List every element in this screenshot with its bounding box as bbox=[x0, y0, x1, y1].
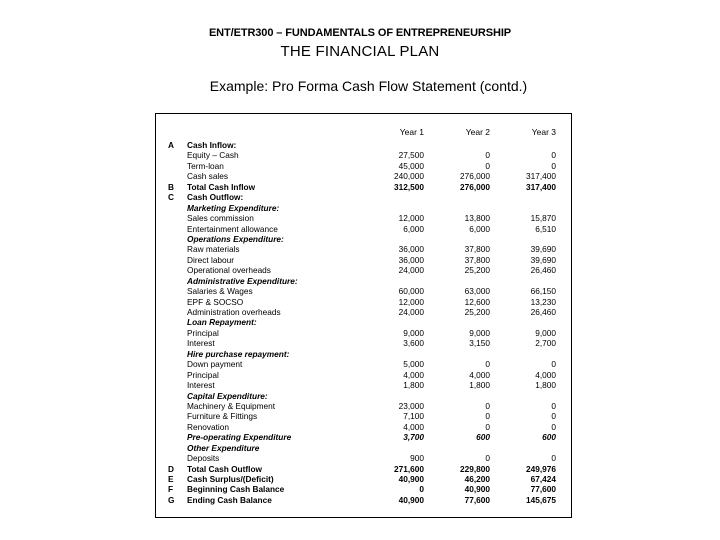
table-row bbox=[168, 484, 563, 494]
table-row bbox=[168, 474, 563, 484]
table-row bbox=[168, 328, 563, 338]
row-value-year-2: 9,000 bbox=[469, 327, 490, 338]
row-value-year-1: 24,000 bbox=[398, 265, 424, 276]
row-code: C bbox=[168, 192, 174, 203]
table-row bbox=[168, 234, 563, 244]
row-label: Total Cash Inflow bbox=[187, 181, 256, 192]
row-value-year-1: 3,700 bbox=[403, 432, 424, 443]
row-value-year-3: 13,230 bbox=[530, 296, 556, 307]
row-value-year-3: 249,976 bbox=[526, 463, 556, 474]
row-label: Deposits bbox=[187, 453, 220, 464]
row-value-year-3: 39,690 bbox=[530, 254, 556, 265]
table-row bbox=[168, 432, 563, 442]
row-value-year-3: 66,150 bbox=[530, 286, 556, 297]
table-row bbox=[168, 391, 563, 401]
table-row bbox=[168, 307, 563, 317]
row-value-year-2: 600 bbox=[476, 432, 490, 443]
table-row bbox=[168, 370, 563, 380]
cash-flow-table bbox=[168, 127, 563, 505]
row-label: Equity – Cash bbox=[187, 150, 239, 161]
row-code: F bbox=[168, 484, 174, 495]
row-value-year-1: 900 bbox=[410, 453, 424, 464]
row-value-year-2: 6,000 bbox=[469, 223, 490, 234]
row-value-year-1: 6,000 bbox=[403, 223, 424, 234]
row-value-year-1: 271,600 bbox=[394, 463, 424, 474]
table-row bbox=[168, 150, 563, 160]
row-value-year-3: 145,675 bbox=[526, 494, 556, 505]
row-label: Pre-operating Expenditure bbox=[187, 432, 292, 443]
row-value-year-2: 0 bbox=[485, 150, 490, 161]
row-value-year-3: 2,700 bbox=[535, 338, 556, 349]
row-label: EPF & SOCSO bbox=[187, 296, 244, 307]
row-value-year-1: 40,900 bbox=[398, 494, 424, 505]
row-value-year-1: 36,000 bbox=[398, 254, 424, 265]
table-row bbox=[168, 380, 563, 390]
table-row bbox=[168, 203, 563, 213]
row-label: Raw materials bbox=[187, 244, 240, 255]
table-row bbox=[168, 317, 563, 327]
row-value-year-2: 46,200 bbox=[464, 474, 490, 484]
table-row bbox=[168, 453, 563, 463]
row-label: Interest bbox=[187, 338, 215, 349]
row-value-year-2: 0 bbox=[485, 421, 490, 432]
table-row bbox=[168, 171, 563, 181]
column-header-year-3: Year 3 bbox=[531, 127, 556, 137]
row-value-year-2: 25,200 bbox=[464, 265, 490, 276]
row-value-year-2: 12,600 bbox=[464, 296, 490, 307]
row-label: Furniture & Fittings bbox=[187, 411, 258, 422]
table-row bbox=[168, 338, 563, 348]
row-label: Operations Expenditure: bbox=[187, 233, 284, 244]
row-label: Ending Cash Balance bbox=[187, 494, 272, 505]
row-label: Total Cash Outflow bbox=[187, 463, 262, 474]
row-label: Marketing Expenditure: bbox=[187, 202, 280, 213]
row-value-year-3: 0 bbox=[551, 453, 556, 464]
row-value-year-3: 9,000 bbox=[535, 327, 556, 338]
row-value-year-3: 317,400 bbox=[526, 171, 556, 182]
row-label: Cash Outflow: bbox=[187, 192, 244, 203]
row-value-year-2: 37,800 bbox=[464, 244, 490, 255]
row-value-year-1: 27,500 bbox=[398, 150, 424, 161]
table-row bbox=[168, 443, 563, 453]
table-row bbox=[168, 297, 563, 307]
row-value-year-2: 4,000 bbox=[469, 369, 490, 380]
table-row bbox=[168, 161, 563, 171]
row-value-year-3: 0 bbox=[551, 400, 556, 411]
column-header-year-1: Year 1 bbox=[399, 127, 424, 137]
row-value-year-2: 3,150 bbox=[469, 338, 490, 349]
row-value-year-3: 317,400 bbox=[526, 181, 556, 192]
row-value-year-2: 0 bbox=[485, 411, 490, 422]
row-label: Sales commission bbox=[187, 213, 254, 224]
table-row bbox=[168, 401, 563, 411]
table-row bbox=[168, 464, 563, 474]
slide-subtitle: Example: Pro Forma Cash Flow Statement (contd.) bbox=[209, 78, 528, 94]
row-value-year-1: 7,100 bbox=[403, 411, 424, 422]
table-row bbox=[168, 140, 563, 150]
row-code: B bbox=[168, 181, 174, 192]
table-header bbox=[168, 127, 563, 140]
row-value-year-3: 26,460 bbox=[530, 307, 556, 317]
row-value-year-3: 0 bbox=[551, 150, 556, 161]
row-value-year-2: 276,000 bbox=[460, 181, 490, 192]
row-value-year-2: 77,600 bbox=[464, 494, 490, 505]
row-value-year-1: 36,000 bbox=[398, 244, 424, 255]
table-row bbox=[168, 244, 563, 254]
table-row bbox=[168, 213, 563, 223]
row-label: Term-loan bbox=[187, 160, 224, 171]
row-value-year-1: 40,900 bbox=[398, 474, 424, 484]
row-value-year-2: 25,200 bbox=[464, 307, 490, 317]
row-value-year-3: 1,800 bbox=[535, 380, 556, 391]
row-label: Administrative Expenditure: bbox=[187, 275, 298, 286]
row-label: Capital Expenditure: bbox=[187, 390, 268, 401]
row-code: D bbox=[168, 463, 174, 474]
row-label: Administration overheads bbox=[187, 307, 281, 317]
row-value-year-1: 60,000 bbox=[398, 286, 424, 297]
row-value-year-3: 39,690 bbox=[530, 244, 556, 255]
row-value-year-2: 276,000 bbox=[460, 171, 490, 182]
row-value-year-1: 5,000 bbox=[403, 359, 424, 370]
row-value-year-3: 67,424 bbox=[530, 474, 556, 484]
row-value-year-3: 77,600 bbox=[530, 484, 556, 495]
row-label: Loan Repayment: bbox=[187, 317, 257, 328]
row-label: Down payment bbox=[187, 359, 243, 370]
table-row bbox=[168, 411, 563, 421]
row-value-year-2: 229,800 bbox=[460, 463, 490, 474]
row-value-year-2: 0 bbox=[485, 400, 490, 411]
row-label: Principal bbox=[187, 369, 219, 380]
table-row bbox=[168, 276, 563, 286]
row-value-year-1: 12,000 bbox=[398, 213, 424, 224]
row-value-year-3: 0 bbox=[551, 160, 556, 171]
row-value-year-1: 12,000 bbox=[398, 296, 424, 307]
row-label: Operational overheads bbox=[187, 265, 271, 276]
course-title: ENT/ETR300 – FUNDAMENTALS OF ENTREPRENEURSHIP bbox=[208, 27, 512, 39]
row-value-year-1: 9,000 bbox=[403, 327, 424, 338]
row-value-year-3: 26,460 bbox=[530, 265, 556, 276]
row-value-year-3: 15,870 bbox=[530, 213, 556, 224]
row-label: Hire purchase repayment: bbox=[187, 348, 290, 359]
row-value-year-2: 0 bbox=[485, 160, 490, 171]
row-label: Machinery & Equipment bbox=[187, 400, 276, 411]
row-label: Direct labour bbox=[187, 254, 235, 265]
row-code: A bbox=[168, 140, 174, 150]
table-row bbox=[168, 265, 563, 275]
row-value-year-1: 3,600 bbox=[403, 338, 424, 349]
row-label: Entertainment allowance bbox=[187, 223, 278, 234]
row-value-year-3: 0 bbox=[551, 411, 556, 422]
row-value-year-3: 600 bbox=[542, 432, 556, 443]
slide-title: THE FINANCIAL PLAN bbox=[280, 43, 440, 60]
row-code: G bbox=[168, 494, 175, 505]
row-value-year-3: 6,510 bbox=[535, 223, 556, 234]
row-value-year-2: 13,800 bbox=[464, 213, 490, 224]
table-row bbox=[168, 192, 563, 202]
row-label: Principal bbox=[187, 327, 219, 338]
row-value-year-2: 0 bbox=[485, 453, 490, 464]
row-value-year-1: 1,800 bbox=[403, 380, 424, 391]
row-value-year-1: 4,000 bbox=[403, 421, 424, 432]
row-label: Renovation bbox=[187, 421, 229, 432]
row-value-year-2: 40,900 bbox=[464, 484, 490, 495]
row-label: Beginning Cash Balance bbox=[187, 484, 285, 495]
row-label: Interest bbox=[187, 380, 215, 391]
table-row bbox=[168, 286, 563, 296]
row-value-year-2: 37,800 bbox=[464, 254, 490, 265]
table-row bbox=[168, 182, 563, 192]
row-value-year-1: 312,500 bbox=[394, 181, 424, 192]
row-label: Cash sales bbox=[187, 171, 229, 182]
row-value-year-3: 4,000 bbox=[535, 369, 556, 380]
column-header-year-2: Year 2 bbox=[465, 127, 490, 137]
row-value-year-1: 4,000 bbox=[403, 369, 424, 380]
row-code: E bbox=[168, 474, 174, 484]
table-row bbox=[168, 349, 563, 359]
row-value-year-3: 0 bbox=[551, 359, 556, 370]
row-value-year-1: 240,000 bbox=[394, 171, 424, 182]
table-row bbox=[168, 255, 563, 265]
row-value-year-2: 1,800 bbox=[469, 380, 490, 391]
row-value-year-2: 63,000 bbox=[464, 286, 490, 297]
row-value-year-1: 23,000 bbox=[398, 400, 424, 411]
row-label: Cash Inflow: bbox=[187, 140, 237, 150]
row-value-year-2: 0 bbox=[485, 359, 490, 370]
table-row bbox=[168, 495, 563, 505]
row-label: Other Expenditure bbox=[187, 442, 260, 453]
table-row bbox=[168, 224, 563, 234]
table-row bbox=[168, 422, 563, 432]
row-label: Cash Surplus/(Deficit) bbox=[187, 474, 274, 484]
table-row bbox=[168, 359, 563, 369]
row-value-year-1: 45,000 bbox=[398, 160, 424, 171]
row-value-year-1: 24,000 bbox=[398, 307, 424, 317]
row-value-year-1: 0 bbox=[419, 484, 424, 495]
row-label: Salaries & Wages bbox=[187, 286, 253, 297]
row-value-year-3: 0 bbox=[551, 421, 556, 432]
